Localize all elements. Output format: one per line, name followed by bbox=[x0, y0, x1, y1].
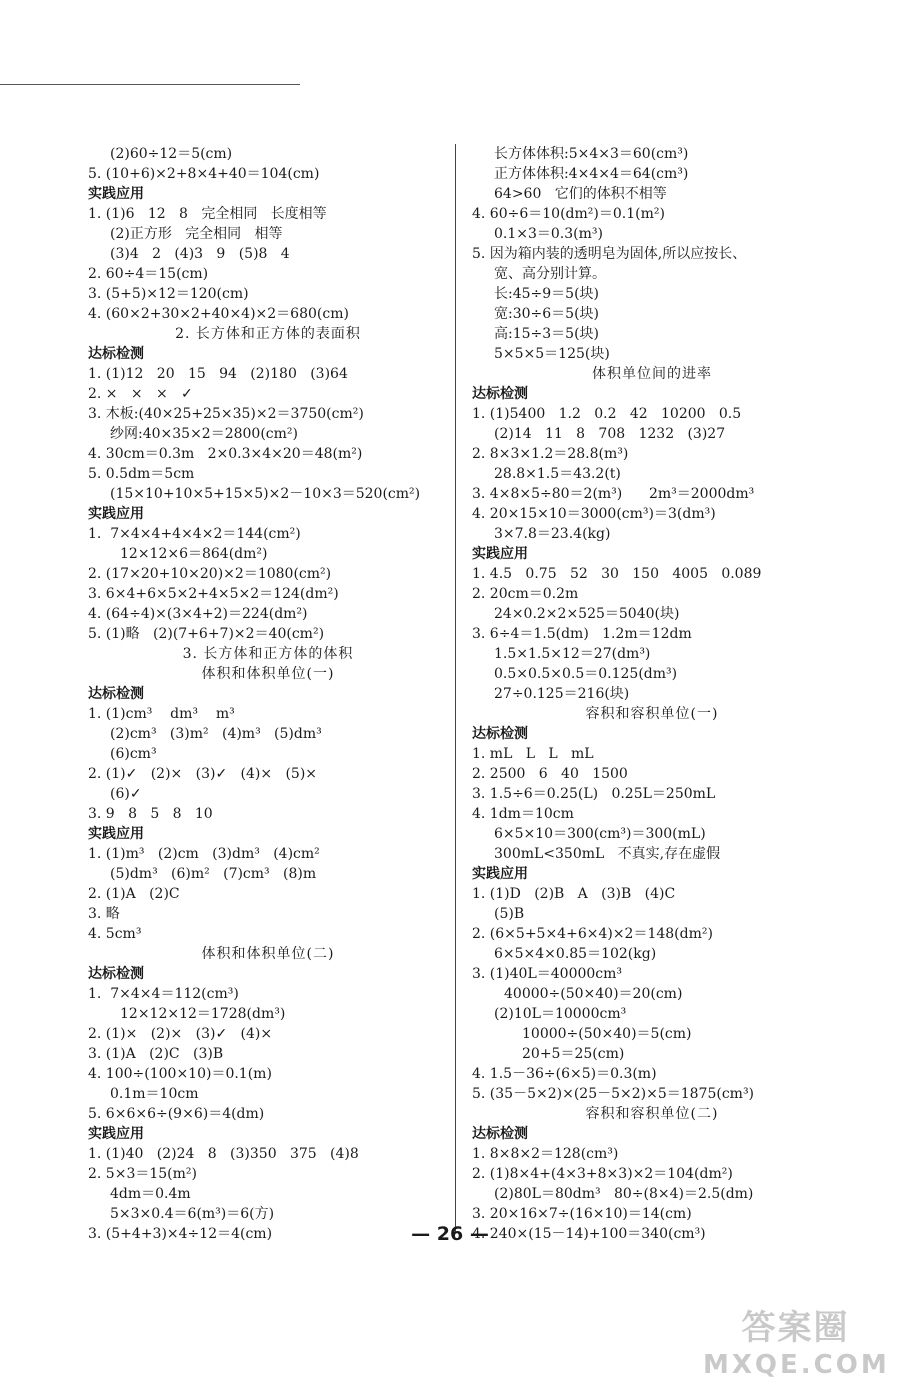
answer-line: 20+5＝25(cm) bbox=[522, 1046, 625, 1062]
page-number: — 26 — bbox=[411, 1223, 489, 1245]
answer-line: 3. 6×4+6×5×2+4×5×2＝124(dm²) bbox=[88, 586, 339, 602]
answer-line: (3)4 2 (4)3 9 (5)8 4 bbox=[110, 246, 290, 262]
answer-line: 4dm＝0.4m bbox=[110, 1186, 191, 1202]
section-heading: 实践应用 bbox=[88, 506, 144, 522]
answer-line: 5×5×5＝125(块) bbox=[494, 346, 610, 362]
answer-line: 4. 100÷(100×10)＝0.1(m) bbox=[88, 1066, 272, 1082]
section-heading: 达标检测 bbox=[88, 686, 144, 702]
answer-line: 6×5×10＝300(cm³)＝300(mL) bbox=[494, 826, 706, 842]
answer-line: 2. (1)A (2)C bbox=[88, 886, 180, 902]
answer-line: 2. (1)× (2)× (3)✓ (4)× bbox=[88, 1026, 273, 1042]
answer-line: 宽:30÷6＝5(块) bbox=[494, 306, 599, 322]
answer-line: 5. (10+6)×2+8×4+40＝104(cm) bbox=[88, 166, 320, 182]
section-title: 容积和容积单位(二) bbox=[585, 1106, 719, 1122]
answer-line: 1.5×1.5×12＝27(dm³) bbox=[494, 646, 651, 662]
answer-line: 3. 6÷4＝1.5(dm) 1.2m＝12dm bbox=[472, 626, 692, 642]
answer-line: 高:15÷3＝5(块) bbox=[494, 326, 599, 342]
answer-line: 5. 6×6×6÷(9×6)＝4(dm) bbox=[88, 1106, 265, 1122]
answer-line: 3. 木板:(40×25+25×35)×2＝3750(cm²) bbox=[88, 406, 364, 422]
answer-line: 1. 8×8×2＝128(cm³) bbox=[472, 1146, 619, 1162]
watermark-url: MXQE.COM bbox=[703, 1350, 890, 1380]
left-answer-column bbox=[88, 144, 448, 1244]
answer-line: 5. (1)略 (2)(7+6+7)×2＝40(cm²) bbox=[88, 626, 325, 642]
section-heading: 实践应用 bbox=[88, 1126, 144, 1142]
answer-line: 2. (6×5+5×4+6×4)×2＝148(dm²) bbox=[472, 926, 713, 942]
section-heading: 达标检测 bbox=[88, 346, 144, 362]
answer-line: 3. 1.5÷6＝0.25(L) 0.25L＝250mL bbox=[472, 786, 716, 802]
answer-line: (6)cm³ bbox=[110, 746, 157, 762]
answer-line: 长方体体积:5×4×3＝60(cm³) bbox=[494, 146, 689, 162]
answer-line: 3. 略 bbox=[88, 906, 120, 922]
answer-line: 5. (35－5×2)×(25－5×2)×5＝1875(cm³) bbox=[472, 1086, 755, 1102]
answer-line: 正方体体积:4×4×4＝64(cm³) bbox=[494, 166, 689, 182]
answer-line: 3×7.8＝23.4(kg) bbox=[494, 526, 611, 542]
answer-line: (2)正方形 完全相同 相等 bbox=[110, 226, 283, 242]
answer-line: (2)14 11 8 708 1232 (3)27 bbox=[494, 426, 726, 442]
answer-line: (2)10L＝10000cm³ bbox=[494, 1006, 627, 1022]
column-divider bbox=[455, 144, 456, 1232]
answer-line: 12×12×12＝1728(dm³) bbox=[120, 1006, 286, 1022]
answer-line: 2. (1)✓ (2)× (3)✓ (4)× (5)× bbox=[88, 766, 318, 782]
answer-line: 1. (1)12 20 15 94 (2)180 (3)64 bbox=[88, 366, 348, 382]
answer-line: 2. (17×20+10×20)×2＝1080(cm²) bbox=[88, 566, 332, 582]
answer-line: 2. (1)8×4+(4×3+8×3)×2＝104(dm²) bbox=[472, 1166, 733, 1182]
answer-line: 2. 60÷4＝15(cm) bbox=[88, 266, 209, 282]
answer-line: 300mL<350mL 不真实,存在虚假 bbox=[494, 846, 721, 862]
answer-line: 纱网:40×35×2＝2800(cm²) bbox=[110, 426, 298, 442]
section-heading: 达标检测 bbox=[88, 966, 144, 982]
answer-line: 4. 240×(15－14)+100＝340(cm³) bbox=[472, 1226, 706, 1242]
answer-line: 长:45÷9＝5(块) bbox=[494, 286, 599, 302]
answer-line: 3. 9 8 5 8 10 bbox=[88, 806, 213, 822]
section-heading: 达标检测 bbox=[472, 726, 528, 742]
answer-line: 3. (5+4+3)×4÷12＝4(cm) bbox=[88, 1226, 273, 1242]
answer-line: 1. 7×4×4+4×4×2＝144(cm²) bbox=[88, 526, 301, 542]
answer-line: 4. 1.5－36÷(6×5)＝0.3(m) bbox=[472, 1066, 657, 1082]
answer-line: 1. 7×4×4＝112(cm³) bbox=[88, 986, 239, 1002]
answer-line: 2. 5×3＝15(m²) bbox=[88, 1166, 197, 1182]
section-heading: 达标检测 bbox=[472, 1126, 528, 1142]
answer-line: 2. 2500 6 40 1500 bbox=[472, 766, 628, 782]
answer-line: 4. 20×15×10＝3000(cm³)＝3(dm³) bbox=[472, 506, 716, 522]
answer-line: (2)cm³ (3)m² (4)m³ (5)dm³ bbox=[110, 726, 322, 742]
answer-line: 27÷0.125＝216(块) bbox=[494, 686, 630, 702]
watermark-title: 答案圈 bbox=[741, 1308, 850, 1348]
section-heading: 实践应用 bbox=[472, 866, 528, 882]
answer-line: 3. (1)A (2)C (3)B bbox=[88, 1046, 224, 1062]
section-heading: 达标检测 bbox=[472, 386, 528, 402]
answer-line: 40000÷(50×40)＝20(cm) bbox=[504, 986, 683, 1002]
answer-line: (2)80L＝80dm³ 80÷(8×4)＝2.5(dm) bbox=[494, 1186, 754, 1202]
answer-line: (5)dm³ (6)m² (7)cm³ (8)m bbox=[110, 866, 317, 882]
answer-line: 2. 8×3×1.2＝28.8(m³) bbox=[472, 446, 629, 462]
right-answer-column bbox=[472, 144, 832, 1244]
answer-line: 28.8×1.5＝43.2(t) bbox=[494, 466, 621, 482]
answer-line: 1. (1)5400 1.2 0.2 42 10200 0.5 bbox=[472, 406, 742, 422]
answer-line: 6×5×4×0.85＝102(kg) bbox=[494, 946, 657, 962]
answer-line: 3. 20×16×7÷(16×10)＝14(cm) bbox=[472, 1206, 692, 1222]
answer-line: 3. (5+5)×12＝120(cm) bbox=[88, 286, 249, 302]
section-title: 容积和容积单位(一) bbox=[585, 706, 719, 722]
answer-line: 4. (64÷4)×(3×4+2)＝224(dm²) bbox=[88, 606, 308, 622]
answer-line: 5. 0.5dm＝5cm bbox=[88, 466, 195, 482]
answer-line: 64>60 它们的体积不相等 bbox=[494, 186, 667, 202]
answer-line: 3. 4×8×5÷80＝2(m³) 2m³＝2000dm³ bbox=[472, 486, 755, 502]
answer-line: 5. 因为箱内装的透明皂为固体,所以应按长、 bbox=[472, 246, 747, 262]
answer-line: 10000÷(50×40)＝5(cm) bbox=[522, 1026, 692, 1042]
answer-line: 2. × × × ✓ bbox=[88, 386, 193, 402]
answer-line: 1. mL L L mL bbox=[472, 746, 594, 762]
answer-line: 1. (1)6 12 8 完全相同 长度相等 bbox=[88, 206, 327, 222]
answer-line: 4. 1dm＝10cm bbox=[472, 806, 574, 822]
section-title: 2. 长方体和正方体的表面积 bbox=[175, 326, 361, 342]
section-title: 体积单位间的进率 bbox=[592, 366, 712, 382]
answer-line: (2)60÷12＝5(cm) bbox=[110, 146, 233, 162]
answer-line: 4. 30cm＝0.3m 2×0.3×4×20＝48(m²) bbox=[88, 446, 363, 462]
answer-line: 3. (1)40L＝40000cm³ bbox=[472, 966, 623, 982]
answer-line: 宽、高分别计算。 bbox=[494, 266, 606, 282]
answer-line: 2. 20cm＝0.2m bbox=[472, 586, 579, 602]
answer-line: (15×10+10×5+15×5)×2－10×3＝520(cm²) bbox=[110, 486, 421, 502]
answer-line: 0.1×3＝0.3(m³) bbox=[494, 226, 603, 242]
answer-line: 0.1m＝10cm bbox=[110, 1086, 199, 1102]
answer-line: 5×3×0.4＝6(m³)＝6(方) bbox=[110, 1206, 275, 1222]
answer-line: 0.5×0.5×0.5＝0.125(dm³) bbox=[494, 666, 678, 682]
answer-line: 12×12×6＝864(dm²) bbox=[120, 546, 268, 562]
answer-line: 24×0.2×2×525＝5040(块) bbox=[494, 606, 680, 622]
answer-line: 1. (1)cm³ dm³ m³ bbox=[88, 706, 235, 722]
answer-line: 1. (1)m³ (2)cm (3)dm³ (4)cm² bbox=[88, 846, 320, 862]
section-heading: 实践应用 bbox=[472, 546, 528, 562]
section-title: 体积和体积单位(一) bbox=[201, 666, 335, 682]
answer-line: 4. 5cm³ bbox=[88, 926, 142, 942]
section-heading: 实践应用 bbox=[88, 826, 144, 842]
answer-line: 1. (1)D (2)B A (3)B (4)C bbox=[472, 886, 676, 902]
header-rule bbox=[0, 84, 300, 85]
section-title: 3. 长方体和正方体的体积 bbox=[182, 646, 354, 662]
answer-line: 4. (60×2+30×2+40×4)×2＝680(cm) bbox=[88, 306, 349, 322]
answer-line: (5)B bbox=[494, 906, 525, 922]
watermark-logo bbox=[703, 1306, 888, 1386]
section-heading: 实践应用 bbox=[88, 186, 144, 202]
answer-line: 1. (1)40 (2)24 8 (3)350 375 (4)8 bbox=[88, 1146, 359, 1162]
answer-line: 1. 4.5 0.75 52 30 150 4005 0.089 bbox=[472, 566, 762, 582]
section-title: 体积和体积单位(二) bbox=[201, 946, 335, 962]
answer-line: 4. 60÷6＝10(dm²)＝0.1(m²) bbox=[472, 206, 665, 222]
answer-line: (6)✓ bbox=[110, 786, 142, 802]
